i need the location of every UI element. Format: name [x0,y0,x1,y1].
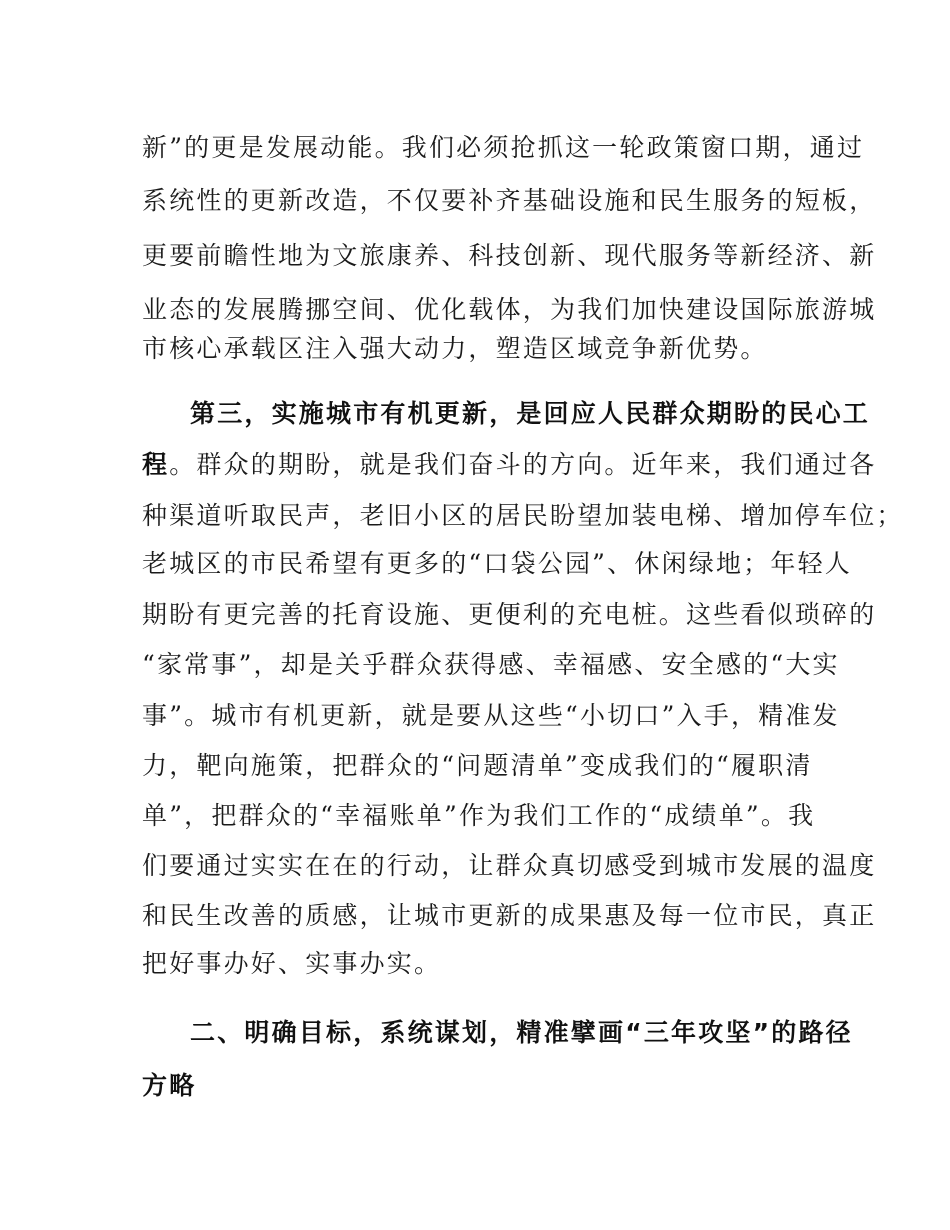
paragraph-2-line-2 [142,445,876,481]
paragraph-2-line-8: 力，靶向施策，把群众的“问题清单”变成我们的“履职清 [142,751,813,780]
paragraph-2-bold-lead: 第三，实施城市有机更新，是回应人民群众期盼的民心工 [190,399,871,428]
paragraph-2-line-2-rest: 。群众的期盼，就是我们奋斗的方向。近年来，我们通过各 [169,450,877,479]
paragraph-2-line-10: 们要通过实实在在的行动，让群众真切感受到城市发展的温度 [142,851,877,880]
paragraph-2-line-11: 和民生改善的质感，让城市更新的成果惠及每一位市民，真正 [142,901,877,930]
paragraph-2-line-9: 单”，把群众的“幸福账单”作为我们工作的“成绩单”。我 [142,801,816,830]
paragraph-2-line-6: “家常事”，却是关乎群众获得感、幸福感、安全感的“大实 [142,650,840,679]
section-heading-line-1: 二、明确目标，系统谋划，精准擘画“三年攻坚”的路径 [190,1018,853,1047]
paragraph-2-line-5: 期盼有更完善的托育设施、更便利的充电桩。这些看似琐碎的 [142,600,877,629]
section-heading-line-2: 方略 [142,1071,197,1100]
paragraph-2-bold-lead-end: 程 [142,450,170,479]
paragraph-2-line-7: 事”。城市有机更新，就是要从这些“小切口”入手，精准发 [142,701,840,730]
paragraph-1-line-1: 新”的更是发展动能。我们必须抢抓这一轮政策窗口期，通过 [142,133,865,162]
paragraph-2-line-4: 老城区的市民希望有更多的“口袋公园”、休闲绿地；年轻人 [142,549,852,578]
paragraph-1-line-4: 业态的发展腾挪空间、优化载体，为我们加快建设国际旅游城 [142,295,877,324]
paragraph-1-line-2: 系统性的更新改造，不仅要补齐基础设施和民生服务的短板， [142,186,877,215]
paragraph-2-line-12: 把好事办好、实事办实。 [142,949,442,978]
paragraph-2-line-3: 种渠道听取民声，老旧小区的居民盼望加装电梯、增加停车位； [142,501,904,530]
paragraph-1-line-3: 更要前瞻性地为文旅康养、科技创新、现代服务等新经济、新 [142,241,877,270]
paragraph-1-line-5: 市核心承载区注入强大动力，塑造区域竞争新优势。 [142,334,768,363]
